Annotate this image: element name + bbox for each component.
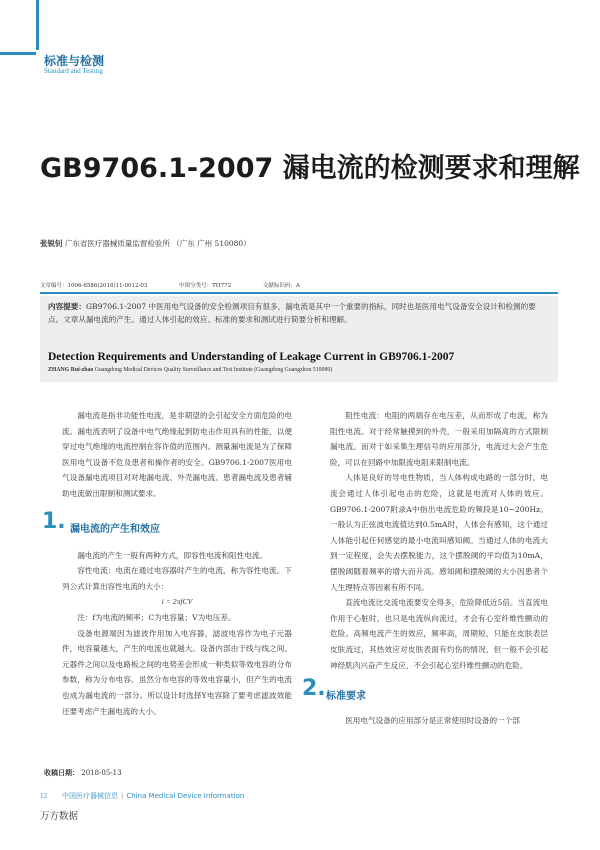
classification-number: 中图分类号：TH772: [179, 283, 232, 289]
corner-accent-bar: [36, 0, 39, 50]
received-label: 收稿日期：: [44, 769, 79, 777]
formula-note: 注：f为电流的频率；C为电容量；V为电压差。: [77, 612, 236, 622]
journal-name-en: China Medical Device Information: [126, 792, 245, 800]
paragraph: 医用电气设备的应用部分是正常使用时设备的一个部: [345, 716, 520, 726]
paragraph: 直流电流比交流电流要安全得多，危险降低近5倍。当直流电作用于心脏时，也只是电流纵向流过，才会有心室纤维性颤动的危险。高频电流产生的效应，频率高，周期短，只能在皮肤表层皮肤流过，其热效应对皮肤表面有灼伤的情况，但一般不会引起神经肌肉兴奋产生反应，不会引起心室纤维性颤动的危险。: [330, 598, 548, 670]
section-label-en: Standard and Testing: [44, 67, 103, 75]
paragraph: 设备电源端因为滤波作用加入电容器，滤波电容作为电子元器件，电容量越大，产生的电流也就越大。设备内部由于线与线之间、元器件之间以及电路板之间的电势差会形成一种类似等效电容的分布参数，称为分布电容。虽然分布电容的等效电容量小，但产生的电流也成为漏电流的一部分。所以设计时选择Y电容除了要考虑滤波效能还要考虑产生漏电流的大小。: [62, 628, 292, 716]
author-name: 张锐钊: [40, 239, 63, 248]
body-column-left: [42, 408, 292, 719]
received-date: [44, 768, 122, 778]
heading-2-text: 标准要求: [326, 691, 366, 703]
paragraph: 漏电流的产生一般有两种方式，即容性电流和阻性电流。: [77, 550, 268, 560]
received-value: 2018-05-13: [81, 769, 122, 777]
author-affiliation: 广东省医疗器械质量监督检验所: [64, 239, 170, 248]
body-column-right: [302, 408, 548, 729]
paragraph: 人体是良好的导电性物质，当人体构成电路的一部分时，电流会通过人体引起电击的危险，这就是电流对人体的效应。GB9706.1-2007附录A中指出电流危险的频段是10~200Hz。一般认为正弦波电流值达到0.5mA时，人体会有感知，这个通过人体能引起任何感觉的最小电流叫感知阈。当通过人体的电流大到一定程度，会失去摆脱能力，这个摆脱阈的平均值为10mA，摆脱阈随着频率的增大而升高。感知阈和摆脱阈的大小因患者个人生理特点等因素有所不同。: [330, 473, 548, 592]
section-heading-1: [42, 502, 292, 548]
english-author-line: [48, 367, 332, 373]
document-code: 文献标识码：A: [262, 283, 300, 289]
author-line: [40, 238, 251, 249]
intro-paragraph: 漏电流是指非功能性电流，是非期望的会引起安全方面危险的电流。漏电流表明了设备中电气绝缘起到防电击作用具有的性能，以便穿过电气绝缘的电流控制在容许值的范围内。测量漏电流是为了保障医用电气设备不危及患者和操作者的安全。GB9706.1-2007医用电气设备漏电流项目对对地漏电流、外壳漏电流、患者漏电流及患者辅助电流做出限制和测试要求。: [62, 411, 292, 498]
abstract-text: GB9706.1-2007 中医用电气设备的安全检测项目有很多，漏电流是其中一个重要的指标，同时也是医用电气设备安全设计和检测的要点。文章从漏电流的产生、通过人体引起的效应、标准的要求和测试进行简要分析和理解。: [48, 302, 536, 324]
section-heading-2: [302, 673, 548, 713]
header-divider: [40, 292, 558, 294]
formula: i = 2πfCV: [161, 597, 193, 607]
watermark: 万方数据: [40, 811, 79, 822]
abstract-label: 内容提要：: [48, 302, 86, 311]
footer-journal: [62, 791, 244, 801]
english-title: Detection Requirements and Understanding of Leakage Current in GB9706.1-2007: [48, 351, 455, 363]
article-number: 文章编号：1006-6586(2018)11-0012-03: [40, 283, 148, 289]
abstract: [48, 300, 548, 326]
english-author-name: ZHANG Rui-zhao: [48, 367, 94, 373]
article-title: GB9706.1-2007 漏电流的检测要求和理解: [40, 153, 580, 184]
page-number: 12: [40, 792, 47, 800]
corner-accent-rule: [0, 52, 36, 55]
section-label: 标准与检测: [44, 54, 105, 68]
paragraph: 容性电流：电流在通过电容器时产生的电流，称为容性电流。下列公式计算出容性电流的大小：: [62, 566, 292, 591]
heading-1-text: 漏电流的产生和效应: [70, 523, 160, 535]
article-metadata: [40, 281, 330, 289]
paragraph: 阻性电流：电阻的两端存在电压差，从而形成了电流，称为阻性电流。对于经常触摸到的外壳，一般采用加隔离的方式限制漏电流。而对于如采集生理信号的应用部分，电流过大会产生危险，可以在回路中加限流电阻来限制电流。: [330, 411, 548, 467]
heading-2-number: 2.: [302, 676, 326, 702]
footer-separator: |: [121, 792, 124, 800]
journal-name-cn: 中国医疗器械信息: [62, 792, 118, 800]
heading-1-number: 1.: [42, 508, 66, 534]
english-affiliation: Guangdong Medical Devices Quality Surveillance and Test Institute (Guangdong Guangzhou 510080): [94, 367, 333, 373]
author-location: （广东 广州 510080）: [172, 239, 251, 248]
